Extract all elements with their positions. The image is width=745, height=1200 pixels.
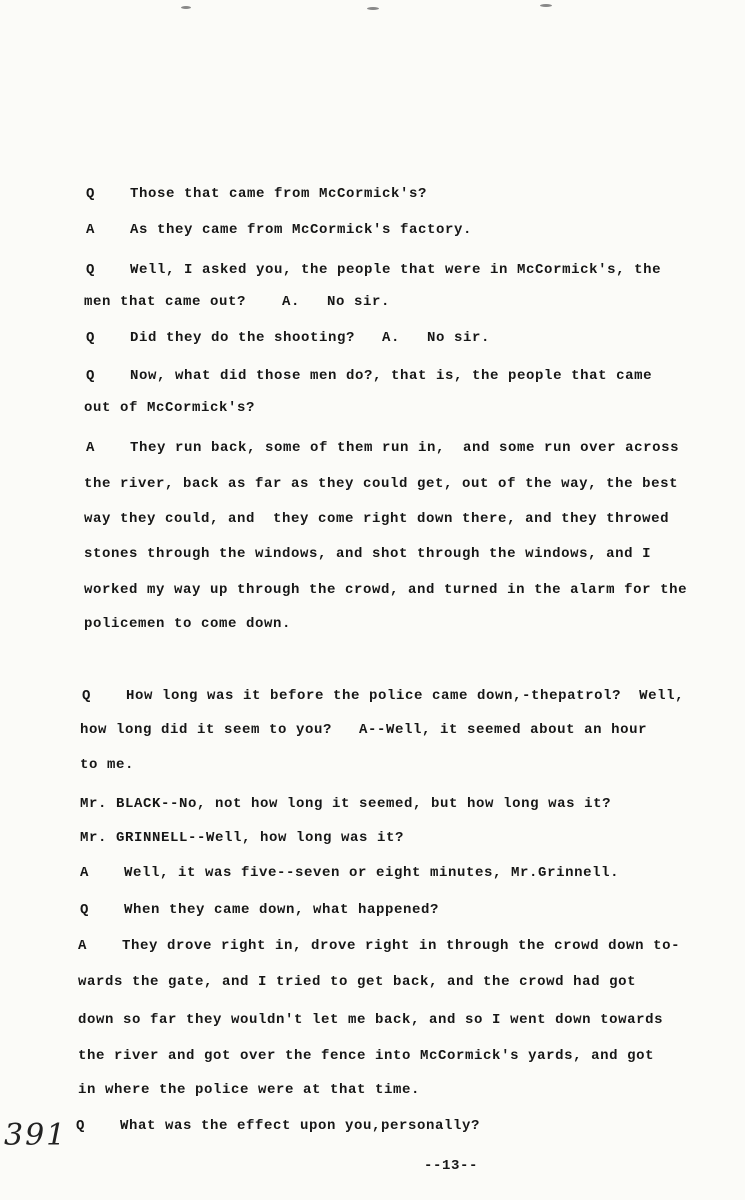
transcript-line: [80, 830, 404, 846]
line-text: Mr. GRINNELL--Well, how long was it?: [80, 830, 405, 846]
line-text: Well, it was five--seven or eight minutes, Mr.Grinnell.: [124, 865, 620, 881]
transcript-line: [86, 440, 679, 456]
line-text: When they came down, what happened?: [124, 902, 440, 918]
line-text: in where the police were at that time.: [78, 1082, 421, 1098]
transcript-line: [78, 1048, 654, 1064]
line-label: A: [78, 938, 88, 954]
line-label: A: [86, 440, 96, 456]
line-text: How long was it before the police came down,-thepatrol? Well,: [126, 688, 685, 704]
transcript-line: [78, 1082, 420, 1098]
line-label: Q: [86, 368, 96, 384]
transcript-line: [86, 262, 661, 278]
line-text: Now, what did those men do?, that is, the people that came: [130, 368, 653, 384]
transcript-line: [78, 938, 680, 954]
line-text: Did they do the shooting? A. No sir.: [130, 330, 491, 346]
transcript-line: [86, 330, 490, 346]
transcript-line: [84, 511, 669, 527]
transcript-line: [78, 974, 636, 990]
line-text: policemen to come down.: [84, 616, 292, 632]
line-label: Q: [80, 902, 90, 918]
line-text: out of McCormick's?: [84, 400, 256, 416]
transcript-line: [84, 616, 291, 632]
transcript-line: [84, 400, 255, 416]
line-text: Mr. BLACK--No, not how long it seemed, but how long was it?: [80, 796, 612, 812]
transcript-line: [84, 294, 390, 310]
line-text: As they came from McCormick's factory.: [130, 222, 473, 238]
line-text: stones through the windows, and shot through the windows, and I: [84, 546, 652, 562]
line-label: Q: [82, 688, 92, 704]
paper-mark: [367, 7, 379, 10]
transcript-line: [80, 902, 439, 918]
transcript-line: [84, 546, 651, 562]
line-label: Q: [76, 1118, 86, 1134]
paper-mark: [181, 6, 191, 9]
line-label: A: [80, 865, 90, 881]
line-text: way they could, and they come right down there, and they throwed: [84, 511, 670, 527]
line-text: They run back, some of them run in, and some run over across: [130, 440, 680, 456]
transcript-line: [84, 582, 687, 598]
line-text: worked my way up through the crowd, and turned in the alarm for the: [84, 582, 688, 598]
line-text: the river and got over the fence into McCormick's yards, and got: [78, 1048, 655, 1064]
line-label: A: [86, 222, 96, 238]
transcript-line: [82, 688, 684, 704]
line-text: wards the gate, and I tried to get back, and the crowd had got: [78, 974, 637, 990]
handwritten-margin-note: 391: [4, 1118, 68, 1153]
transcript-line: [76, 1118, 480, 1134]
line-label: Q: [86, 262, 96, 278]
transcript-line: [80, 865, 619, 881]
line-label: Q: [86, 330, 96, 346]
transcript-line: [86, 186, 427, 202]
line-text: Those that came from McCormick's?: [130, 186, 428, 202]
transcript-line: [78, 1012, 663, 1028]
paper-mark: [540, 4, 552, 7]
page-number: --13--: [424, 1158, 479, 1174]
transcript-line: [80, 757, 134, 773]
line-text: how long did it seem to you? A--Well, it seemed about an hour: [80, 722, 648, 738]
line-text: What was the effect upon you,personally?: [120, 1118, 481, 1134]
line-text: They drove right in, drove right in through the crowd down to-: [122, 938, 681, 954]
transcript-line: [80, 722, 647, 738]
transcript-line: [86, 368, 652, 384]
transcript-line: [80, 796, 611, 812]
line-text: down so far they wouldn't let me back, and so I went down towards: [78, 1012, 664, 1028]
line-text: men that came out? A. No sir.: [84, 294, 391, 310]
line-label: Q: [86, 186, 96, 202]
line-text: Well, I asked you, the people that were in McCormick's, the: [130, 262, 662, 278]
line-text: the river, back as far as they could get, out of the way, the best: [84, 476, 679, 492]
line-text: to me.: [80, 757, 135, 773]
transcript-line: [84, 476, 678, 492]
transcript-line: [86, 222, 472, 238]
